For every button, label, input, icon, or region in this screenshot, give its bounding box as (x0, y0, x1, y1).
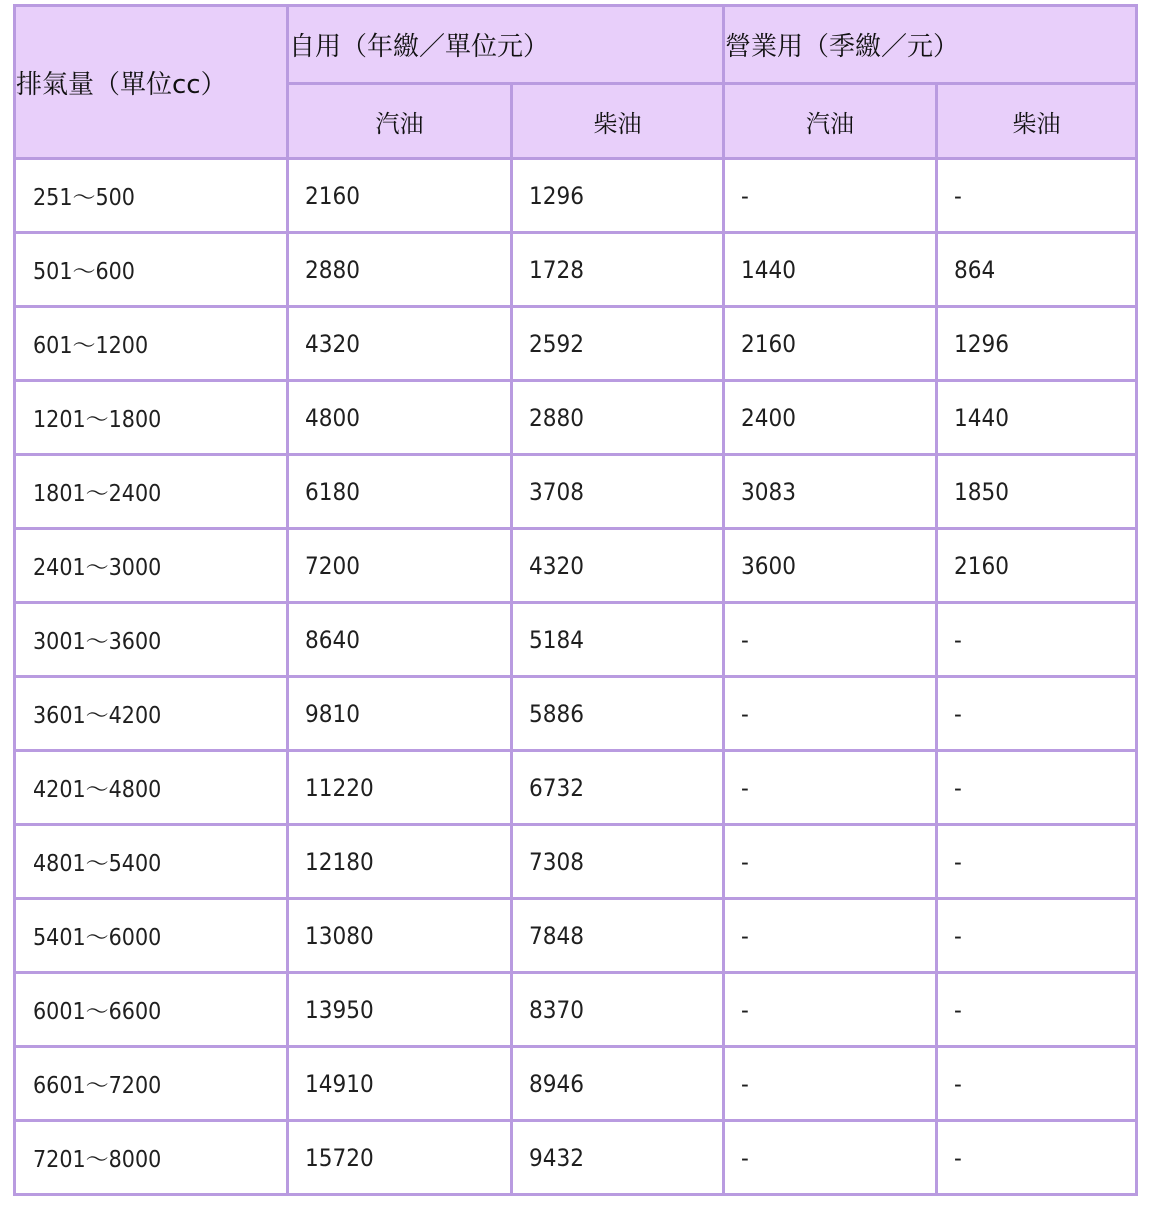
cell-private-diesel: 5184 (512, 603, 724, 677)
cell-displacement: 501～600 (15, 233, 288, 307)
cell-private-diesel: 5886 (512, 677, 724, 751)
cell-private-gasoline: 8640 (288, 603, 512, 677)
table-row (15, 973, 1137, 1047)
cell-private-gasoline: 14910 (288, 1047, 512, 1121)
cell-private-diesel: 4320 (512, 529, 724, 603)
cell-displacement: 2401～3000 (15, 529, 288, 603)
cell-commercial-gasoline: 1440 (724, 233, 937, 307)
cell-private-gasoline: 7200 (288, 529, 512, 603)
table-row (15, 1047, 1137, 1121)
cell-commercial-gasoline: - (724, 1047, 937, 1121)
cell-private-diesel: 1296 (512, 159, 724, 233)
header-displacement: 排氣量（單位cc） (15, 6, 288, 159)
cell-commercial-diesel: - (937, 603, 1137, 677)
header-private-group: 自用（年繳／單位元） (288, 6, 724, 84)
cell-commercial-diesel: - (937, 159, 1137, 233)
cell-commercial-diesel: 1440 (937, 381, 1137, 455)
cell-private-gasoline: 4320 (288, 307, 512, 381)
header-row-groups (15, 6, 1137, 84)
table-row (15, 455, 1137, 529)
cell-commercial-gasoline: - (724, 825, 937, 899)
cell-displacement: 5401～6000 (15, 899, 288, 973)
cell-commercial-gasoline: 3083 (724, 455, 937, 529)
cell-displacement: 6601～7200 (15, 1047, 288, 1121)
cell-private-diesel: 8946 (512, 1047, 724, 1121)
table-row (15, 677, 1137, 751)
cell-commercial-diesel: 1850 (937, 455, 1137, 529)
cell-commercial-gasoline: - (724, 603, 937, 677)
cell-commercial-diesel: - (937, 973, 1137, 1047)
cell-commercial-diesel: - (937, 899, 1137, 973)
cell-private-gasoline: 6180 (288, 455, 512, 529)
cell-private-diesel: 3708 (512, 455, 724, 529)
cell-private-diesel: 6732 (512, 751, 724, 825)
table-row (15, 603, 1137, 677)
table-row (15, 159, 1137, 233)
tax-table (13, 4, 1138, 1196)
cell-commercial-diesel: 2160 (937, 529, 1137, 603)
cell-private-gasoline: 4800 (288, 381, 512, 455)
cell-commercial-gasoline: - (724, 973, 937, 1047)
table-row (15, 825, 1137, 899)
cell-private-gasoline: 2880 (288, 233, 512, 307)
table-row (15, 899, 1137, 973)
cell-displacement: 4801～5400 (15, 825, 288, 899)
cell-private-diesel: 2880 (512, 381, 724, 455)
cell-private-diesel: 9432 (512, 1121, 724, 1195)
cell-commercial-gasoline: 2160 (724, 307, 937, 381)
cell-commercial-gasoline: - (724, 1121, 937, 1195)
header-private-diesel: 柴油 (512, 84, 724, 159)
cell-commercial-diesel: - (937, 751, 1137, 825)
cell-private-diesel: 7848 (512, 899, 724, 973)
cell-commercial-gasoline: - (724, 677, 937, 751)
header-commercial-diesel: 柴油 (937, 84, 1137, 159)
cell-private-gasoline: 12180 (288, 825, 512, 899)
table-row (15, 529, 1137, 603)
table-header (15, 6, 1137, 159)
table-row (15, 233, 1137, 307)
table-body (15, 159, 1137, 1195)
header-commercial-group: 營業用（季繳／元） (724, 6, 1137, 84)
cell-commercial-diesel: - (937, 1121, 1137, 1195)
cell-private-gasoline: 2160 (288, 159, 512, 233)
cell-private-gasoline: 13080 (288, 899, 512, 973)
cell-commercial-diesel: - (937, 677, 1137, 751)
cell-private-gasoline: 9810 (288, 677, 512, 751)
table-row (15, 381, 1137, 455)
cell-private-gasoline: 13950 (288, 973, 512, 1047)
cell-displacement: 6001～6600 (15, 973, 288, 1047)
cell-commercial-diesel: - (937, 825, 1137, 899)
cell-commercial-gasoline: 2400 (724, 381, 937, 455)
table-row (15, 751, 1137, 825)
cell-displacement: 601～1200 (15, 307, 288, 381)
cell-displacement: 251～500 (15, 159, 288, 233)
cell-displacement: 1201～1800 (15, 381, 288, 455)
cell-displacement: 7201～8000 (15, 1121, 288, 1195)
cell-private-diesel: 2592 (512, 307, 724, 381)
cell-private-gasoline: 15720 (288, 1121, 512, 1195)
cell-commercial-gasoline: - (724, 159, 937, 233)
cell-displacement: 3601～4200 (15, 677, 288, 751)
cell-commercial-gasoline: - (724, 751, 937, 825)
cell-commercial-diesel: 864 (937, 233, 1137, 307)
table-row (15, 1121, 1137, 1195)
cell-commercial-gasoline: - (724, 899, 937, 973)
cell-private-diesel: 7308 (512, 825, 724, 899)
cell-displacement: 3001～3600 (15, 603, 288, 677)
cell-commercial-diesel: - (937, 1047, 1137, 1121)
cell-commercial-gasoline: 3600 (724, 529, 937, 603)
cell-private-diesel: 8370 (512, 973, 724, 1047)
cell-displacement: 1801～2400 (15, 455, 288, 529)
header-commercial-gasoline: 汽油 (724, 84, 937, 159)
cell-private-diesel: 1728 (512, 233, 724, 307)
cell-commercial-diesel: 1296 (937, 307, 1137, 381)
header-private-gasoline: 汽油 (288, 84, 512, 159)
table-row (15, 307, 1137, 381)
cell-displacement: 4201～4800 (15, 751, 288, 825)
cell-private-gasoline: 11220 (288, 751, 512, 825)
